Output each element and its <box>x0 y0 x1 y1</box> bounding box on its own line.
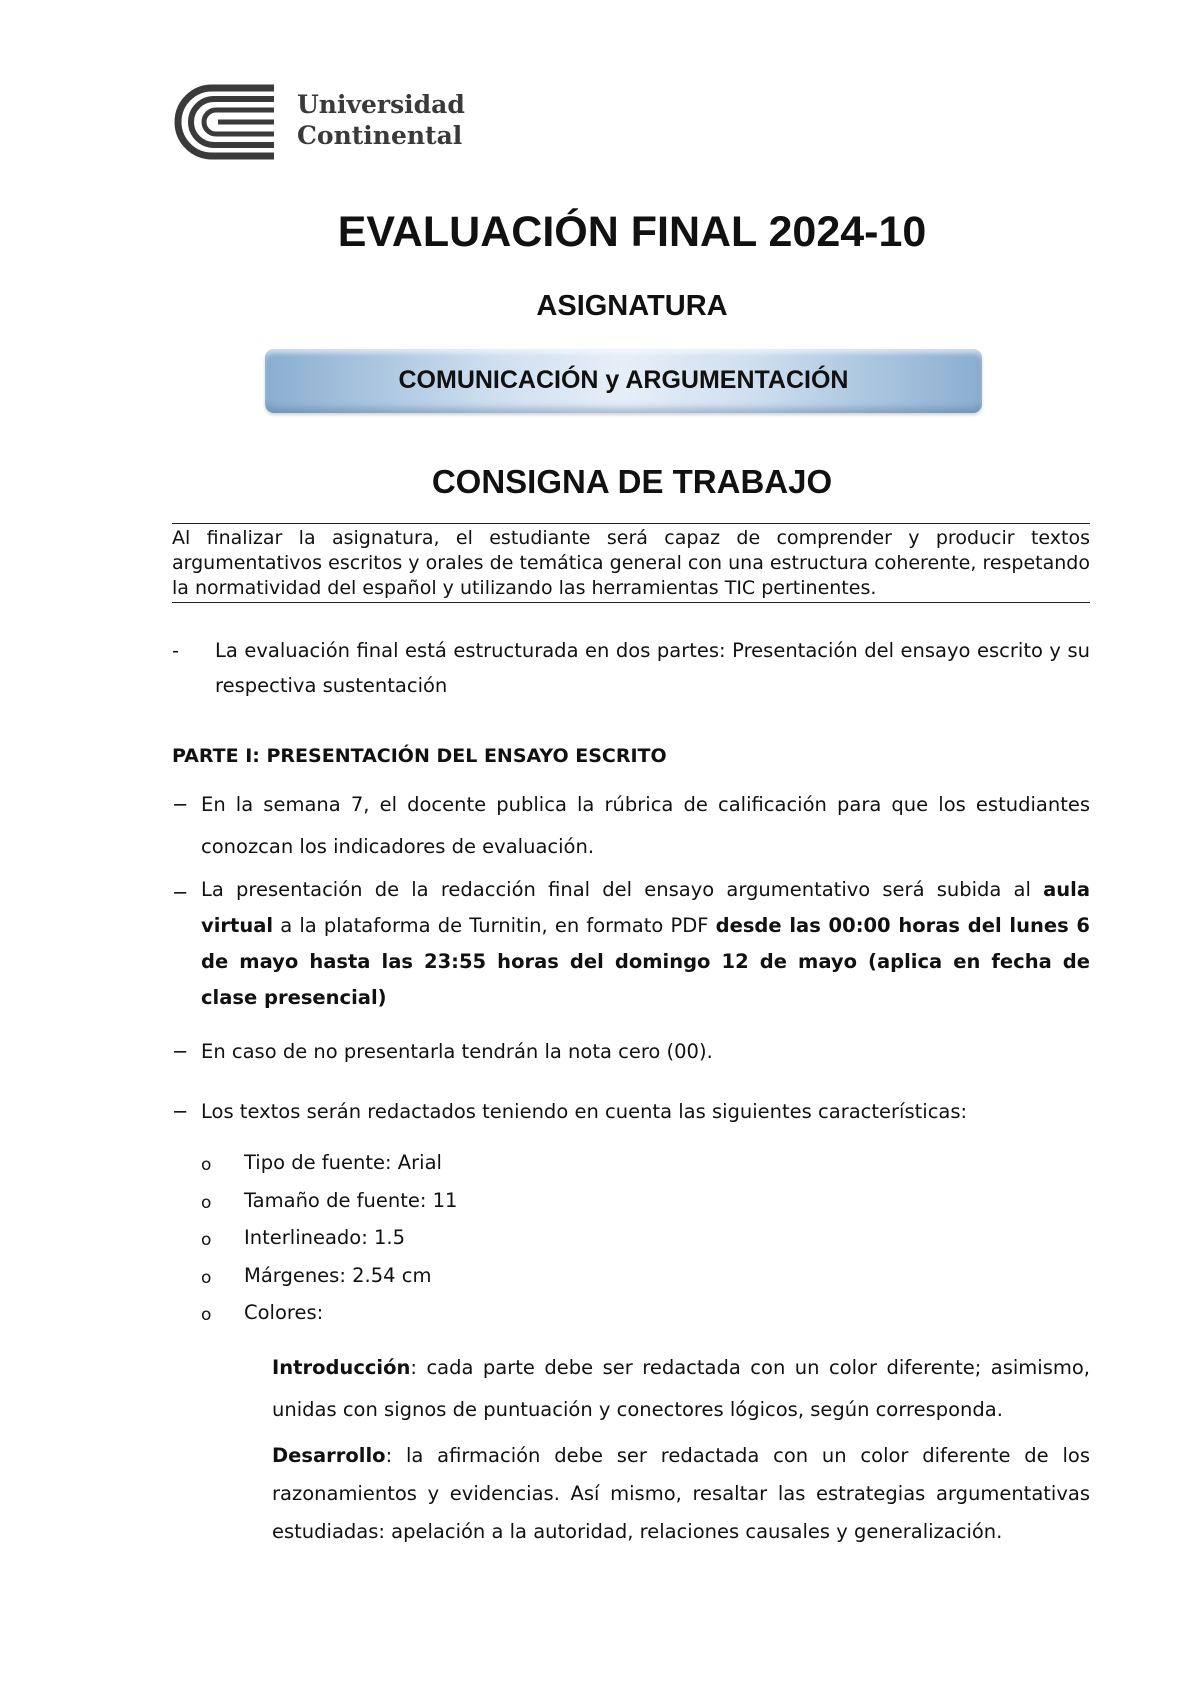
list-item <box>201 1150 601 1188</box>
logo-line-1: Universidad <box>297 90 465 119</box>
page-title: EVALUACIÓN FINAL 2024-10 <box>337 208 927 256</box>
part1-item4-text: Los textos serán redactados teniendo en cuenta las siguientes características: <box>201 1100 968 1123</box>
list-item <box>201 1300 601 1338</box>
course-name: COMUNICACIÓN y ARGUMENTACIÓN <box>398 366 849 394</box>
item2-text-1: La presentación de la redacción final del ensayo argumentativo será subida al <box>201 878 1044 901</box>
dash-bullet: − <box>172 793 189 816</box>
characteristics-list <box>201 1150 601 1338</box>
development-text: : la afirmación debe ser redactada con un color diferente de los razonamientos y evidencias. Así mismo, resaltar las estrategias argumentativas estudiadas: apelación a la autoridad, relaciones causales y generalización. <box>272 1444 1090 1543</box>
dash-bullet: − <box>172 881 189 904</box>
circle-bullet: o <box>201 1155 212 1175</box>
intro-list-item <box>172 633 1090 703</box>
circle-bullet: o <box>201 1267 212 1288</box>
item2-bold-2: desde las 00:00 horas del lunes 6 de mayo hasta las 23:55 horas del domingo 12 de mayo (aplica en fecha de clase presencial) <box>201 914 1090 1009</box>
circle-bullet: o <box>201 1192 212 1213</box>
item2-bold-1: aula virtual <box>201 878 1090 937</box>
list-item <box>201 1225 601 1263</box>
logo-emblem-icon <box>174 84 286 160</box>
part1-item1-text: En la semana 7, el docente publica la rúbrica de calificación para que los estudiantes conozcan los indicadores de evaluación. <box>201 793 1090 858</box>
development-label: Desarrollo <box>272 1444 386 1467</box>
item2-text-2: a la plataforma de Turnitin, en formato PDF <box>273 914 716 937</box>
section-heading: CONSIGNA DE TRABAJO <box>431 463 833 500</box>
list-item <box>201 1263 601 1301</box>
dash-bullet: − <box>172 1100 189 1123</box>
dash-bullet: - <box>172 639 180 662</box>
introduction-text: : cada parte debe ser redactada con un color diferente; asimismo, unidas con signos de puntuación y conectores lógicos, según corresponda. <box>272 1356 1090 1421</box>
university-logo <box>174 80 464 170</box>
list-item <box>201 1188 601 1226</box>
part1-list-item <box>172 784 1090 868</box>
characteristic-text: Tipo de fuente: Arial <box>244 1151 442 1174</box>
development-paragraph <box>272 1437 1090 1551</box>
competency-box: Al finalizar la asignatura, el estudiante será capaz de comprender y producir textos argumentativos escritos y orales de temática general con una estructura coherente, respetando la normatividad del español y utilizando las herramientas TIC pertinentes. <box>172 523 1090 603</box>
introduction-label: Introducción <box>272 1356 411 1379</box>
part1-list-item <box>172 872 1090 1016</box>
characteristic-text: Interlineado: 1.5 <box>244 1226 405 1249</box>
circle-bullet: o <box>201 1305 212 1325</box>
characteristic-text: Márgenes: 2.54 cm <box>244 1263 432 1287</box>
introduction-paragraph <box>272 1347 1090 1431</box>
characteristic-text: Colores: <box>244 1301 324 1324</box>
logo-wordmark <box>297 89 465 151</box>
part1-item2-text <box>201 872 1090 1016</box>
part1-list-item <box>172 1037 1090 1067</box>
circle-bullet: o <box>201 1230 212 1250</box>
logo-line-2: Continental <box>297 121 463 150</box>
intro-item-text: La evaluación final está estructurada en dos partes: Presentación del ensayo escrito y su respectiva sustentación <box>215 639 1090 697</box>
part1-item3-text: En caso de no presentarla tendrán la nota cero (00). <box>201 1040 713 1063</box>
part1-title: PARTE I: PRESENTACIÓN DEL ENSAYO ESCRITO <box>172 745 667 767</box>
course-banner <box>265 349 982 413</box>
characteristic-text: Tamaño de fuente: 11 <box>244 1188 458 1212</box>
subject-label: ASIGNATURA <box>536 290 728 322</box>
dash-bullet: − <box>172 1040 189 1063</box>
part1-list-item <box>172 1097 1090 1127</box>
